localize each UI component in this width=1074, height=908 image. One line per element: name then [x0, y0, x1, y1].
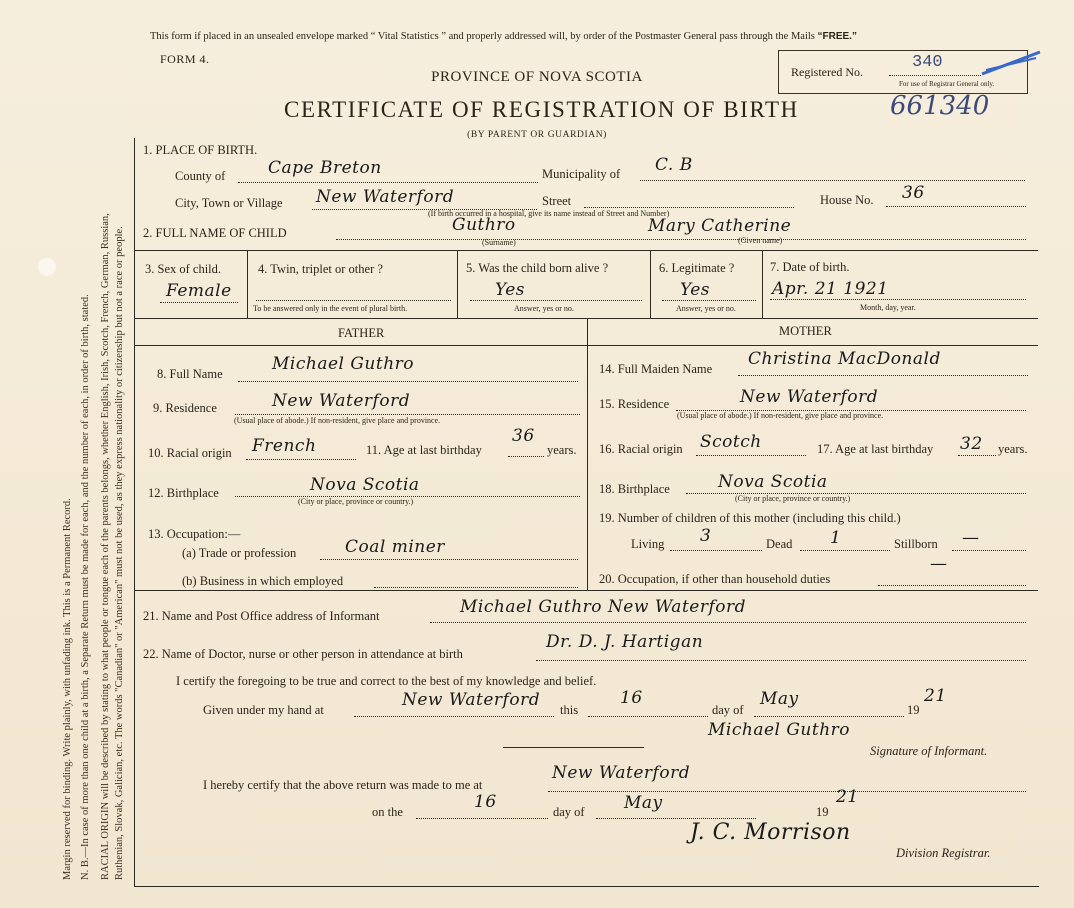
- certificate-subtitle: (BY PARENT OR GUARDIAN): [467, 130, 607, 140]
- mother-occupation-line: [878, 585, 1026, 586]
- certificate-title: CERTIFICATE OF REGISTRATION OF BIRTH: [284, 97, 799, 122]
- living-line: [670, 550, 762, 551]
- twin-line: [256, 300, 451, 301]
- municipality-label: Municipality of: [542, 167, 621, 181]
- legitimate-line: [662, 300, 756, 301]
- father-name-value: Michael Guthro: [272, 354, 415, 374]
- mother-age-unit: years.: [998, 442, 1028, 456]
- informant-signature: Michael Guthro: [708, 720, 851, 740]
- mother-age-label: 17. Age at last birthday: [817, 442, 934, 456]
- stillborn-label: Stillborn: [894, 537, 938, 551]
- mother-racial-label: 16. Racial origin: [599, 442, 683, 456]
- margin-note-4: Ruthenian, Slovak, Galician, etc. The words "Canadian" or "American" must not be used, as they express nationality or citizenship but not a race or people.: [114, 226, 125, 880]
- child-name-label: 2. FULL NAME OF CHILD: [143, 226, 287, 240]
- rule-section-1: [134, 250, 1038, 251]
- mother-age-line: [958, 455, 996, 456]
- doctor-label: 22. Name of Doctor, nurse or other person in attendance at birth: [143, 647, 463, 661]
- on-the-label: on the: [372, 805, 403, 819]
- mother-name-label: 14. Full Maiden Name: [599, 362, 713, 376]
- registered-label: Registered No.: [791, 65, 863, 79]
- dead-label: Dead: [766, 537, 793, 551]
- given-place-line: [354, 716, 554, 717]
- county-line: [238, 182, 538, 183]
- mother-heading: MOTHER: [779, 324, 832, 338]
- month-value: May: [760, 689, 799, 709]
- father-name-line: [238, 381, 578, 382]
- father-age-label: 11. Age at last birthday: [366, 443, 482, 457]
- alive-value: Yes: [495, 280, 526, 300]
- registrar-signature: J. C. Morrison: [690, 820, 851, 845]
- child-surname-value: Guthro: [452, 215, 516, 235]
- legitimate-caption: Answer, yes or no.: [676, 304, 736, 313]
- mother-name-value: Christina MacDonald: [748, 349, 941, 369]
- county-value: Cape Breton: [268, 158, 382, 178]
- dob-caption: Month, day, year.: [860, 303, 916, 312]
- registrar-statement: I hereby certify that the above return was made to me at: [203, 778, 483, 792]
- reg-day-of-label: day of: [553, 805, 585, 819]
- mother-age-value: 32: [960, 434, 983, 454]
- margin-note-1: Margin reserved for binding. Write plainly, with unfading ink. This is a Permanent Record.: [62, 498, 73, 880]
- living-value: 3: [700, 526, 712, 546]
- house-value: 36: [902, 183, 925, 203]
- mother-racial-value: Scotch: [700, 432, 762, 452]
- registrar-caption: Division Registrar.: [896, 846, 991, 860]
- day-line: [588, 716, 708, 717]
- rule-col-1: [247, 250, 248, 318]
- day-value: 16: [620, 688, 643, 708]
- surname-caption: (Surname): [482, 238, 516, 247]
- mother-residence-value: New Waterford: [740, 387, 879, 407]
- father-racial-value: French: [252, 436, 317, 456]
- month-line: [754, 716, 904, 717]
- alive-line: [470, 300, 642, 301]
- father-racial-label: 10. Racial origin: [148, 446, 232, 460]
- doctor-line: [536, 660, 1026, 661]
- mother-birthplace-label: 18. Birthplace: [599, 482, 670, 496]
- sex-label: 3. Sex of child.: [145, 262, 222, 276]
- rule-section-3: [134, 590, 1038, 591]
- rule-col-3: [650, 250, 651, 318]
- father-residence-line: [235, 414, 580, 415]
- father-business-line: [374, 587, 578, 588]
- municipality-value: C. B: [655, 155, 693, 175]
- street-line: [584, 207, 794, 208]
- postage-note-text: This form if placed in an unsealed envelope marked “ Vital Statistics ” and properly addressed will, by order of the Postmaster General pass through the Mails: [150, 31, 815, 42]
- postage-note: [150, 31, 857, 42]
- house-label: House No.: [820, 193, 874, 207]
- mother-residence-label: 15. Residence: [599, 397, 670, 411]
- mother-birthplace-caption: (City or place, province or country.): [735, 494, 851, 503]
- sex-line: [160, 302, 238, 303]
- reg-month-line: [596, 818, 756, 819]
- day-of-label: day of: [712, 703, 744, 717]
- rule-parents-header: [134, 345, 1038, 346]
- child-name-line: [336, 239, 1026, 240]
- father-birthplace-caption: (City or place, province or country.): [298, 497, 414, 506]
- father-business-label: (b) Business in which employed: [182, 574, 344, 588]
- mother-occupation-value: —: [930, 554, 948, 574]
- father-name-label: 8. Full Name: [157, 367, 223, 381]
- father-trade-line: [320, 559, 578, 560]
- father-age-unit: years.: [547, 443, 577, 457]
- dob-label: 7. Date of birth.: [770, 260, 850, 274]
- legitimate-label: 6. Legitimate ?: [659, 261, 735, 275]
- reg-month-value: May: [624, 793, 663, 813]
- informant-signature-caption: Signature of Informant.: [870, 744, 988, 758]
- alive-caption: Answer, yes or no.: [514, 304, 574, 313]
- registrar-only-note: For use of Registrar General only.: [899, 80, 995, 88]
- mother-occupation-label: 20. Occupation, if other than household duties: [599, 572, 831, 586]
- father-age-value: 36: [512, 426, 535, 446]
- child-given-value: Mary Catherine: [648, 216, 792, 236]
- form-number: FORM 4.: [160, 52, 210, 66]
- father-birthplace-label: 12. Birthplace: [148, 486, 219, 500]
- certify-rule: [503, 747, 644, 748]
- dead-line: [800, 550, 890, 551]
- mother-name-line: [738, 375, 1028, 376]
- certify-statement: I certify the foregoing to be true and correct to the best of my knowledge and belief.: [176, 674, 597, 688]
- rule-col-2: [457, 250, 458, 318]
- living-label: Living: [631, 537, 665, 551]
- sex-value: Female: [166, 281, 232, 301]
- father-age-line: [508, 456, 544, 457]
- municipality-line: [640, 180, 1025, 181]
- father-heading: FATHER: [338, 326, 385, 340]
- doctor-value: Dr. D. J. Hartigan: [546, 632, 704, 652]
- hospital-note: (If birth occurred in a hospital, give its name instead of Street and Number): [428, 209, 670, 218]
- legitimate-value: Yes: [680, 280, 711, 300]
- rule-section-2: [134, 318, 1038, 319]
- dead-value: 1: [830, 528, 842, 548]
- certificate-number: 661340: [890, 91, 990, 121]
- father-residence-label: 9. Residence: [153, 401, 217, 415]
- father-residence-value: New Waterford: [272, 391, 411, 411]
- mother-children-label: 19. Number of children of this mother (including this child.): [599, 511, 901, 525]
- informant-value: Michael Guthro New Waterford: [460, 597, 746, 617]
- reg-year-prefix: 19: [816, 805, 829, 819]
- twin-note: To be answered only in the event of plural birth.: [253, 304, 408, 313]
- dob-line: [770, 299, 1026, 300]
- mother-racial-line: [696, 455, 806, 456]
- registrar-place-line: [548, 791, 1026, 792]
- province-heading: PROVINCE OF NOVA SCOTIA: [431, 69, 643, 85]
- registered-number: 340: [912, 53, 943, 72]
- twin-label: 4. Twin, triplet or other ?: [258, 262, 383, 276]
- mother-residence-caption: (Usual place of abode.) If non-resident, give place and province.: [677, 411, 884, 420]
- father-trade-label: (a) Trade or profession: [182, 546, 297, 560]
- informant-label: 21. Name and Post Office address of Informant: [143, 609, 380, 623]
- given-place-value: New Waterford: [402, 690, 541, 710]
- given-label: Given under my hand at: [203, 703, 324, 717]
- margin-note-3: RACIAL ORIGIN will be described by stating to what people or tongue each of the parents belongs, whether English, Irish, Scotch, French, German, Russian,: [100, 213, 111, 880]
- reg-year-value: 21: [836, 787, 859, 807]
- father-trade-value: Coal miner: [345, 537, 445, 557]
- mother-birthplace-value: Nova Scotia: [718, 472, 828, 492]
- dob-value: Apr. 21 1921: [772, 279, 889, 299]
- house-line: [886, 206, 1026, 207]
- registrar-place-value: New Waterford: [552, 763, 691, 783]
- reg-day-line: [416, 818, 548, 819]
- given-name-caption: (Given name): [738, 236, 783, 245]
- informant-line: [430, 622, 1026, 623]
- rule-parents-divider: [587, 318, 588, 590]
- year-value: 21: [924, 686, 947, 706]
- father-birthplace-value: Nova Scotia: [310, 475, 420, 495]
- city-label: City, Town or Village: [175, 196, 283, 210]
- rule-col-4: [762, 250, 763, 318]
- alive-label: 5. Was the child born alive ?: [466, 261, 609, 275]
- margin-note-2: N. B.—In case of more than one child at a birth, a Separate Return must be made for each, and the number of each, in order of birth, stated.: [80, 294, 91, 880]
- this-label: this: [560, 703, 579, 717]
- father-occupation-label: 13. Occupation:—: [148, 527, 241, 541]
- reg-day-value: 16: [474, 792, 497, 812]
- father-racial-line: [246, 459, 356, 460]
- city-value: New Waterford: [316, 187, 455, 207]
- year-prefix: 19: [907, 703, 920, 717]
- stillborn-value: —: [962, 528, 980, 548]
- stillborn-line: [952, 550, 1026, 551]
- place-of-birth-heading: 1. PLACE OF BIRTH.: [143, 143, 258, 157]
- punch-hole: [38, 258, 56, 276]
- street-label: Street: [542, 194, 572, 208]
- free-label: “FREE.”: [817, 31, 857, 42]
- father-residence-caption: (Usual place of abode.) If non-resident, give place and province.: [234, 416, 441, 425]
- county-label: County of: [175, 169, 226, 183]
